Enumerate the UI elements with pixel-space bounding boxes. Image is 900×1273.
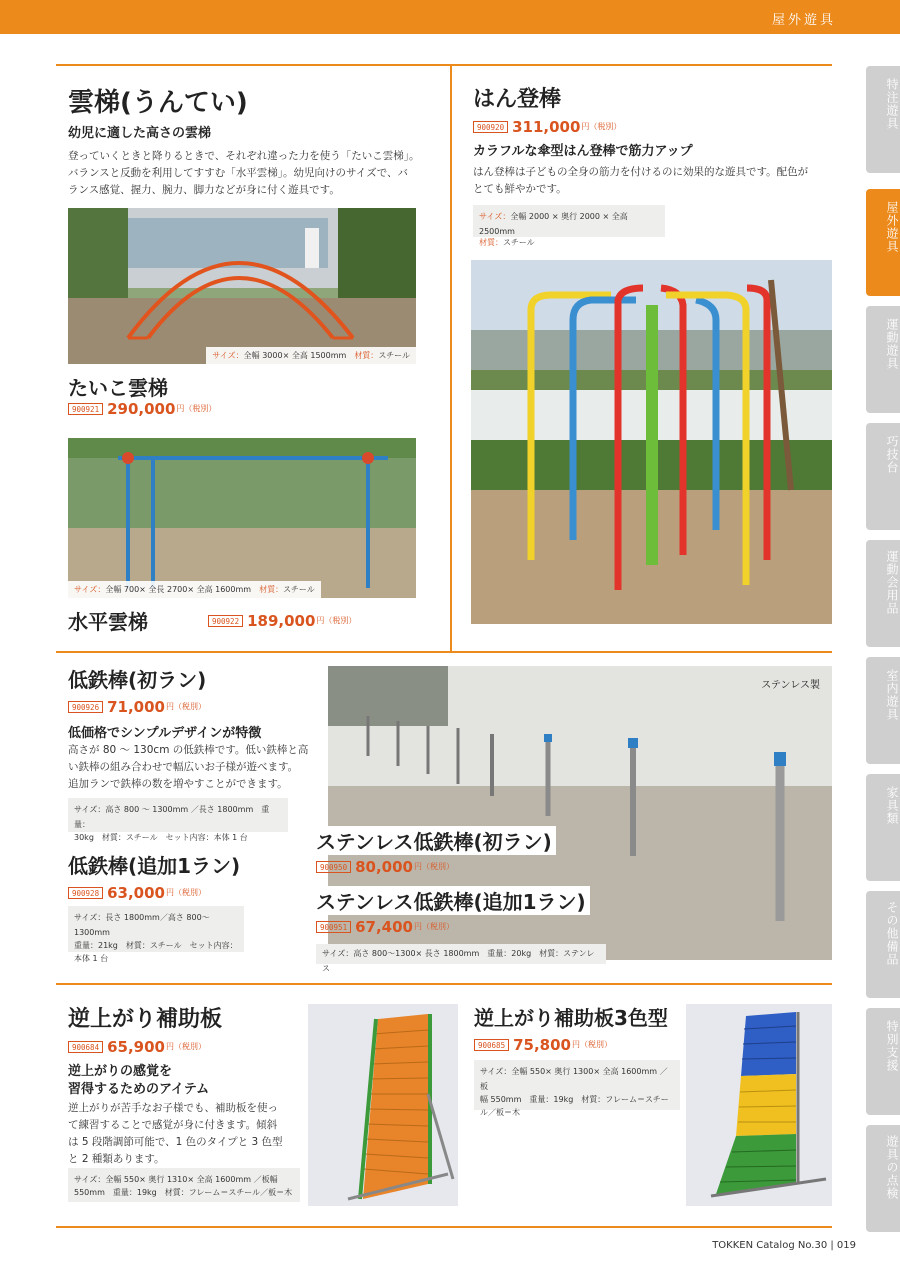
teitetsu-description: 高さが 80 ～ 130cm の低鉄棒です。低い鉄棒と高 い鉄棒の組み合わせで幅広いお子様が遊べます。 追加ランで鉄棒の数を増やすことができます。 (68, 744, 309, 790)
product-code: 900684 (68, 1041, 103, 1053)
sakaagari3-photo (686, 1004, 832, 1206)
stainless-stamp: ステンレス製 (761, 680, 820, 691)
sakaagari-price: 900684 65,900円（税別） (68, 1036, 206, 1056)
teitetsu-subtitle: 低価格でシンプルデザインが特徴 (68, 726, 262, 741)
tab-furniture[interactable]: 家具類 (866, 774, 900, 881)
taiko-untei-price: 900921 290,000円（税別） (68, 398, 216, 418)
teitetsu-add-price: 900928 63,000円（税別） (68, 882, 206, 902)
tab-special-order[interactable]: 特注遊具 (866, 66, 900, 173)
taiko-untei-name: たいこ雲梯 (68, 376, 168, 400)
product-code: 900928 (68, 887, 103, 899)
suihei-untei-photo (68, 438, 416, 598)
sakaagari-photo (308, 1004, 458, 1206)
sakaagari3-spec: サイズ：全幅 550× 奥行 1300× 全高 1600mm ／板 幅 550mm 重量：19kg 材質：フレーム＝スチー ル／板＝木 (474, 1060, 680, 1110)
teitetsu-add-spec: サイズ：長さ 1800mm／高さ 800～1300mm 重量：21kg 材質：スチール セット内容： 本体 1 台 (68, 906, 244, 952)
stainless-price-1: 900950 80,000円（税別） (316, 856, 454, 876)
suihei-untei-photo-caption: サイズ：全幅 700× 全長 2700× 全高 1600mm 材質：スチール (68, 581, 321, 598)
teitetsu-spec: サイズ：高さ 800 ～ 1300mm ／長さ 1800mm 重量： 30kg 材質：スチール セット内容：本体 1 台 (68, 798, 288, 832)
divider-top (56, 64, 832, 66)
page-footer: TOKKEN Catalog No.30 | 019 (712, 1240, 856, 1251)
tab-indoor[interactable]: 室内遊具 (866, 657, 900, 764)
product-code: 900921 (68, 403, 103, 415)
hantobo-description: はん登棒は子どもの全身の筋力を付けるのに効果的な遊具です。配色が とても鮮やかです。 (473, 166, 809, 195)
sakaagari3-price: 900685 75,800円（税別） (474, 1034, 612, 1054)
tab-skill-platform[interactable]: 巧技台 (866, 423, 900, 530)
tab-exercise[interactable]: 運動遊具 (866, 306, 900, 413)
product-code: 900950 (316, 861, 351, 873)
divider-bottom (56, 1226, 832, 1228)
sakaagari3-title: 逆上がり補助板3色型 (474, 1006, 668, 1030)
product-code: 900951 (316, 921, 351, 933)
divider-lower (56, 983, 832, 985)
sakaagari-subtitle-1: 逆上がりの感覚を (68, 1064, 173, 1079)
stainless-title-1: ステンレス低鉄棒(初ラン) (316, 826, 556, 855)
tab-other-equipment[interactable]: その他備品 (866, 891, 900, 998)
stainless-spec: サイズ：高さ 800～1300× 長さ 1800mm 重量：20kg 材質：ステンレス (316, 944, 606, 964)
sakaagari-spec: サイズ：全幅 550× 奥行 1310× 全高 1600mm ／板幅 550mm 重量：19kg 材質：フレーム＝スチール／板＝木 (68, 1168, 300, 1202)
taiko-untei-photo (68, 208, 416, 364)
sakaagari-description: 逆上がりが苦手なお子様でも、補助板を使っ て練習することで感覚が身に付きます。傾斜 は 5 段階調節可能で、1 色のタイプと 3 色型 と 2 種類あります。 (68, 1102, 283, 1165)
suihei-untei-name: 水平雲梯 (68, 610, 148, 634)
hantobo-title: はん登棒 (473, 87, 562, 112)
hantobo-subtitle: カラフルな傘型はん登棒で筋力アップ (473, 144, 693, 159)
tab-outdoor[interactable]: 屋外遊具 (866, 189, 900, 296)
teitetsu-add-title: 低鉄棒(追加1ラン) (68, 854, 241, 878)
untei-subtitle: 幼児に適した高さの雲梯 (68, 126, 212, 141)
teitetsu-price: 900926 71,000円（税別） (68, 696, 206, 716)
teitetsu-title: 低鉄棒(初ラン) (68, 668, 207, 692)
tab-sports-day[interactable]: 運動会用品 (866, 540, 900, 647)
untei-title: 雲梯(うんてい) (68, 88, 248, 118)
taiko-untei-photo-caption: サイズ：全幅 3000× 全高 1500mm 材質：スチール (206, 347, 416, 364)
sakaagari-subtitle-2: 習得するためのアイテム (68, 1082, 210, 1097)
tab-inspection[interactable]: 遊具の点検 (866, 1125, 900, 1232)
hantobo-photo (471, 260, 832, 624)
sakaagari-title: 逆上がり補助板 (68, 1007, 223, 1032)
category-label: 屋外遊具 (771, 13, 836, 28)
untei-description: 登っていくときと降りるときで、それぞれ違った力を使う「たいこ雲梯」。 バランスと反動を利用してすすむ「水平雲梯」。幼児向けのサイズで、バ ランス感覚、握力、腕力、脚力などが身に付く遊具です。 (68, 150, 420, 196)
hantobo-price: 900920 311,000円（税別） (473, 116, 621, 136)
stainless-title-2: ステンレス低鉄棒(追加1ラン) (316, 886, 590, 915)
product-code: 900685 (474, 1039, 509, 1051)
product-code: 900920 (473, 121, 508, 133)
product-code: 900926 (68, 701, 103, 713)
hantobo-spec: サイズ：全幅 2000 × 奥行 2000 × 全高 2500mm 材質：スチール (473, 205, 665, 237)
product-code: 900922 (208, 615, 243, 627)
stainless-price-2: 900951 67,400円（税別） (316, 916, 454, 936)
suihei-untei-price: 900922 189,000円（税別） (208, 610, 356, 630)
divider-center-top (450, 64, 452, 652)
divider-mid (56, 651, 832, 653)
header-bar (0, 0, 900, 34)
tab-special-support[interactable]: 特別支援 (866, 1008, 900, 1115)
